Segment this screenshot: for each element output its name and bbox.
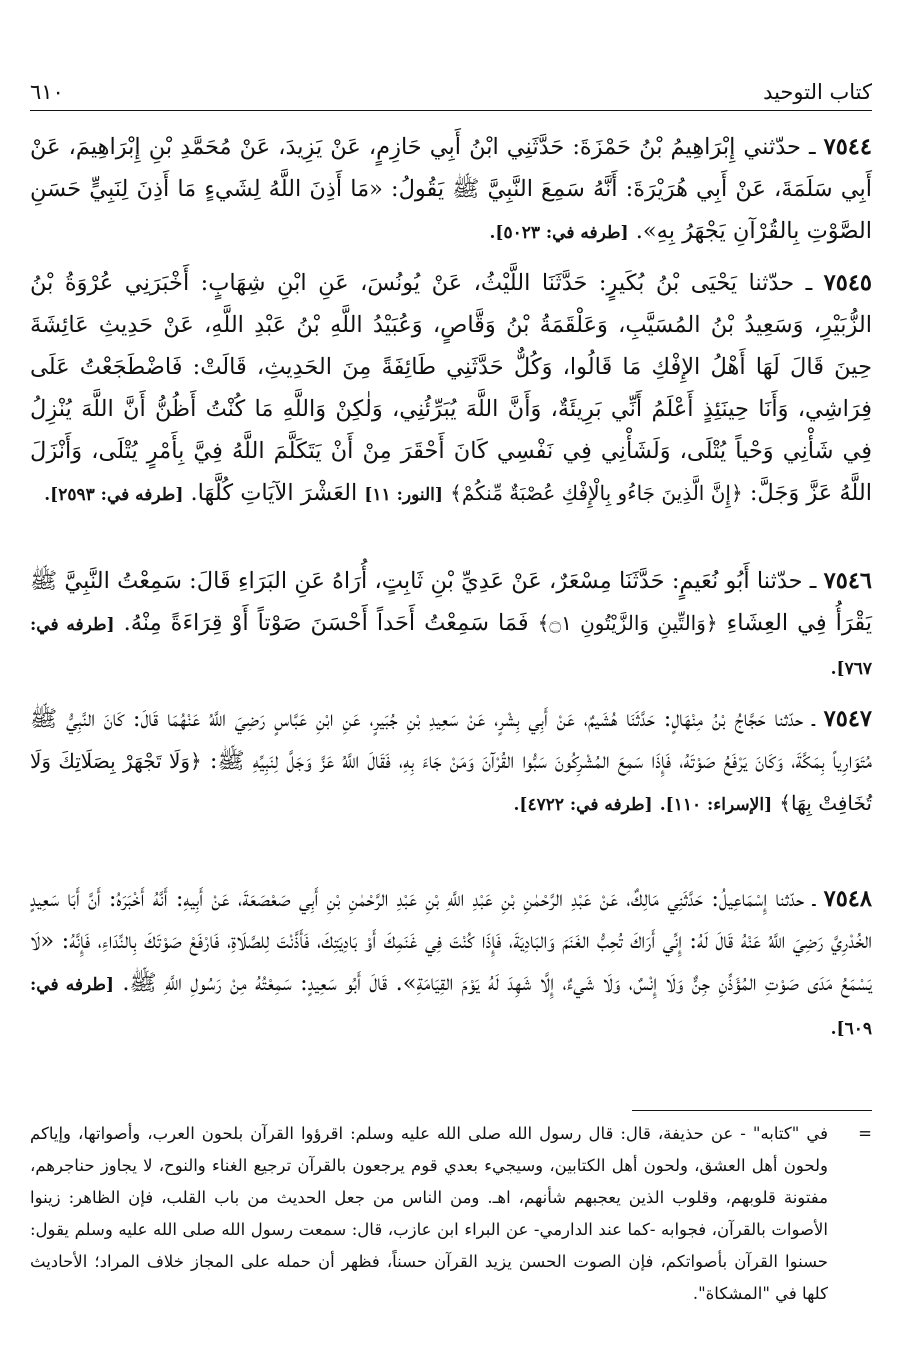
quran-verse: ﴿وَلَا تَجْهَرْ بِصَلَاتِكَ وَلَا تُخَافِتْ بِهَا﴾ [30,749,872,815]
hadith-text-after: العَشْرَ الآيَاتِ كُلَّهَا. [190,480,358,506]
hadith-number: ٧٥٤٧ [823,706,872,732]
hadith-number: ٧٥٤٥ [823,270,872,296]
footnote-divider [632,1110,872,1111]
hadith-text: حدّثنا يَحْيَى بْنُ بُكَيرٍ: حَدَّثَنَا اللَّيْثُ، عَنْ يُونُسَ، عَنِ ابْنِ شِهَابٍ: أَخْبَرَنِي عُرْوَةُ بْنُ الزُّبَيْرِ، وَسَعِيدُ بْنُ المُسَيَّبِ، وَعَلْقَمَةُ بْنُ وَقَّاصٍ، وَعُبَيْدُ اللَّهِ بْنُ عَبْدِ اللَّهِ، عَنْ حَدِيثِ عَائِشَةَ حِينَ قَالَ لَهَا أَهْلُ الإِفْكِ مَا قَالُوا، وَكُلٌّ حَدَّثَنِي طَائِفَةً مِنَ الحَدِيثِ، قَالَتْ: فَاضْطَجَعْتُ عَلَى فِرَاشِي، وَأَنَا حِينَئِذٍ أَعْلَمُ أَنِّي بَرِيئَةٌ، وَأَنَّ اللَّهَ يُبَرِّئُنِي، وَلٰكِنْ وَاللَّهِ مَا كُنْتُ أَظُنُّ أَنَّ اللَّهَ يُنْزِلُ فِي شَأْنِي وَحْياً يُتْلَى، وَلَشَأْنِي فِي نَفْسِي كَانَ أَحْقَرَ مِنْ أَنْ يَتَكَلَّمَ اللَّهُ فِيَّ بِأَمْرٍ يُتْلَى، وَأَنْزَلَ اللَّهُ عَزَّ وَجَلَّ: [30,270,872,506]
hadith-7547: ٧٥٤٧ ـ حدّثنا حَجَّاجُ بْنُ مِنْهَالٍ: حَدَّثَنَا هُشَيمٌ، عَنْ أَبِي بِشْرٍ، عَنْ سَعِيدِ بْنِ جُبَيرٍ، عَنِ ابْنِ عَبَّاسٍ رَضِيَ اللَّهُ عَنْهُمَا قَالَ: كَانَ النَّبِيُّ ﷺ مُتَوَارِياً بِمَكَّةَ، وَكَانَ يَرْفَعُ صَوْتَهُ، فَإِذَا سَمِعَ المُشْرِكُونَ سَبُّوا القُرْآنَ وَمَنْ جَاءَ بِهِ، فَقَالَ اللَّهُ عَزَّ وَجَلَّ لِنَبِيِّهِ ﷺ: ﴿وَلَا تَجْهَرْ بِصَلَاتِكَ وَلَا تُخَافِتْ بِهَا﴾ [الإسراء: ١١٠]. [طرفه في: ٤٧٢٢]. [30,706,872,815]
hadith-text: حدّثنا أَبُو نُعَيمٍ: حَدَّثَنَا مِسْعَرٌ، عَنْ عَدِيِّ بْنِ ثَابِتٍ، أُرَاهُ عَنِ البَرَاءِ قَالَ: سَمِعْتُ النَّبِيَّ ﷺ يَقْرَأُ فِي العِشَاءِ [30,568,872,636]
quran-verse: ﴿إِنَّ الَّذِينَ جَاءُو بِالْإِفْكِ عُصْبَةٌ مِّنكُمْ﴾ [450,481,743,505]
book-title: كتاب التوحيد [763,80,872,104]
hadith-text: حدّثنا حَجَّاجُ بْنُ مِنْهَالٍ: حَدَّثَنَا هُشَيمٌ، عَنْ أَبِي بِشْرٍ، عَنْ سَعِيدِ بْنِ جُبَيرٍ، عَنِ ابْنِ عَبَّاسٍ رَضِيَ اللَّهُ عَنْهُمَا قَالَ: كَانَ النَّبِيُّ ﷺ مُتَوَارِياً بِمَكَّةَ، وَكَانَ يَرْفَعُ صَوْتَهُ، فَإِذَا سَمِعَ المُشْرِكُونَ سَبُّوا القُرْآنَ وَمَنْ جَاءَ بِهِ، فَقَالَ اللَّهُ عَزَّ وَجَلَّ لِنَبِيِّهِ ﷺ: [30,706,872,774]
hadith-text: حدّثني إِبْرَاهِيمُ بْنُ حَمْزَةَ: حَدَّثَنِي ابْنُ أَبِي حَازِمٍ، عَنْ يَزِيدَ، عَنْ مُحَمَّدِ بْنِ إِبْرَاهِيمَ، عَنْ أَبِي سَلَمَةَ، عَنْ أَبِي هُرَيْرَةَ: أَنَّهُ سَمِعَ النَّبِيَّ ﷺ يَقُولُ: «مَا أَذِنَ اللَّهُ لِشَيءٍ مَا أَذِنَ لِنَبِيٍّ حَسَنِ الصَّوْتِ بِالقُرْآنِ يَجْهَرُ بِهِ». [30,134,872,244]
footnote-text: في "كتابه" - عن حذيفة، قال: قال رسول الله صلى الله عليه وسلم: اقرؤوا القرآن بلحون العرب، وأصواتها، وإياكم ولحون أهل العشق، ولحون أهل الكتابين، وسيجيء بعدي قوم يرجعون بالقرآن ترجيع الغناء والنوح، لا يجاوز حناجرهم، مفتونة قلوبهم، وقلوب الذين يعجبهم شأنهم، اهـ. ومن الناس من جعل الحديث من باب القلب، فإن الظاهر: زينوا الأصوات بالقرآن، فجوابه -كما عند الدارمي- عن البراء ابن عازب، قال: سمعت رسول الله صلى الله عليه وسلم يقول: حسنوا القرآن بأصواتكم، فإن الصوت الحسن يزيد القرآن حسناً، فظهر أن حمله على المجاز خلاف المراد؛ الأحاديث كلها في "المشكاة". [30,1124,828,1303]
hadith-7546: ٧٥٤٦ ـ حدّثنا أَبُو نُعَيمٍ: حَدَّثَنَا مِسْعَرٌ، عَنْ عَدِيِّ بْنِ ثَابِتٍ، أُرَاهُ عَنِ البَرَاءِ قَالَ: سَمِعْتُ النَّبِيَّ ﷺ يَقْرَأُ فِي العِشَاءِ ﴿وَالتِّينِ وَالزَّيْتُونِ ۝١﴾ فَمَا سَمِعْتُ أَحَداً أَحْسَنَ صَوْتاً أَوْ قِرَاءَةً مِنْهُ. [طرفه في: ٧٦٧]. [30,568,872,679]
cross-reference: [طرفه في: ٦٠٩]. [30,975,872,1039]
page-header [30,68,872,104]
cross-reference: [طرفه في: ٢٥٩٣]. [44,485,184,505]
hadith-number: ٧٥٤٦ [823,568,872,594]
page-number: ٦١٠ [30,80,64,104]
footnote [30,1118,872,1310]
hadith-7545: ٧٥٤٥ ـ حدّثنا يَحْيَى بْنُ بُكَيرٍ: حَدَّثَنَا اللَّيْثُ، عَنْ يُونُسَ، عَنِ ابْنِ شِهَابٍ: أَخْبَرَنِي عُرْوَةُ بْنُ الزُّبَيْرِ، وَسَعِيدُ بْنُ المُسَيَّبِ، وَعَلْقَمَةُ بْنُ وَقَّاصٍ، وَعُبَيْدُ اللَّهِ بْنُ عَبْدِ اللَّهِ، عَنْ حَدِيثِ عَائِشَةَ حِينَ قَالَ لَهَا أَهْلُ الإِفْكِ مَا قَالُوا، وَكُلٌّ حَدَّثَنِي طَائِفَةً مِنَ الحَدِيثِ، قَالَتْ: فَاضْطَجَعْتُ عَلَى فِرَاشِي، وَأَنَا حِينَئِذٍ أَعْلَمُ أَنِّي بَرِيئَةٌ، وَأَنَّ اللَّهَ يُبَرِّئُنِي، وَلٰكِنْ وَاللَّهِ مَا كُنْتُ أَظُنُّ أَنَّ اللَّهَ يُنْزِلُ فِي شَأْنِي وَحْياً يُتْلَى، وَلَشَأْنِي فِي نَفْسِي كَانَ أَحْقَرَ مِنْ أَنْ يَتَكَلَّمَ اللَّهُ فِيَّ بِأَمْرٍ يُتْلَى، وَأَنْزَلَ اللَّهُ عَزَّ وَجَلَّ: ﴿إِنَّ الَّذِينَ جَاءُو بِالْإِفْكِ عُصْبَةٌ مِّنكُمْ﴾ [النور: ١١] العَشْرَ الآيَاتِ كُلَّهَا. [طرفه في: ٢٥٩٣]. [30,270,872,506]
hadith-7548: ٧٥٤٨ ـ حدّثنا إِسْمَاعِيلُ: حَدَّثَنِي مَالِكٌ، عَنْ عَبْدِ الرَّحْمٰنِ بْنِ عَبْدِ اللَّهِ بْنِ عَبْدِ الرَّحْمٰنِ بْنِ أَبِي صَعْصَعَةَ، عَنْ أَبِيهِ: أَنَّهُ أَخْبَرَهُ: أَنَّ أَبَا سَعِيدٍ الخُدْرِيَّ رَضِيَ اللَّهُ عَنْهُ قَالَ لَهُ: إِنِّي أَرَاكَ تُحِبُّ الغَنَمَ وَالبَادِيَةَ، فَإِذَا كُنْتَ فِي غَنَمِكَ أَوْ بَادِيَتِكَ، فَأَذَّنْتَ لِلصَّلَاةِ، فَارْفَعْ صَوْتَكَ بِالنِّدَاءِ، فَإِنَّهُ: «لَا يَسْمَعُ مَدَى صَوْتِ المُؤَذِّنِ جِنٌّ وَلَا إِنْسٌ، وَلَا شَيءٌ، إِلَّا شَهِدَ لَهُ يَوْمَ القِيَامَةِ». قَالَ أَبُو سَعِيدٍ: سَمِعْتُهُ مِنْ رَسُولِ اللَّهِ ﷺ. [طرفه في: ٦٠٩]. [30,886,872,1039]
footnote-continuation-mark: = [858,1124,872,1143]
cross-reference: [طرفه في: ٧٦٧]. [30,615,872,679]
hadith-text: حدّثنا إِسْمَاعِيلُ: حَدَّثَنِي مَالِكٌ، عَنْ عَبْدِ الرَّحْمٰنِ بْنِ عَبْدِ اللَّهِ بْنِ عَبْدِ الرَّحْمٰنِ بْنِ أَبِي صَعْصَعَةَ، عَنْ أَبِيهِ: أَنَّهُ أَخْبَرَهُ: أَنَّ أَبَا سَعِيدٍ الخُدْرِيَّ رَضِيَ اللَّهُ عَنْهُ قَالَ لَهُ: إِنِّي أَرَاكَ تُحِبُّ الغَنَمَ وَالبَادِيَةَ، فَإِذَا كُنْتَ فِي غَنَمِكَ أَوْ بَادِيَتِكَ، فَأَذَّنْتَ لِلصَّلَاةِ، فَارْفَعْ صَوْتَكَ بِالنِّدَاءِ، فَإِنَّهُ: «لَا يَسْمَعُ مَدَى صَوْتِ المُؤَذِّنِ جِنٌّ وَلَا إِنْسٌ، وَلَا شَيءٌ، إِلَّا شَهِدَ لَهُ يَوْمَ القِيَامَةِ». قَالَ أَبُو سَعِيدٍ: سَمِعْتُهُ مِنْ رَسُولِ اللَّهِ ﷺ. [30,886,872,996]
header-divider [30,110,872,111]
quran-reference: [النور: ١١] [364,485,443,505]
quran-verse: ﴿وَالتِّينِ وَالزَّيْتُونِ ۝١﴾ [537,611,718,635]
hadith-text-after: فَمَا سَمِعْتُ أَحَداً أَحْسَنَ صَوْتاً أَوْ قِرَاءَةً مِنْهُ. [123,610,529,636]
hadith-number: ٧٥٤٤ [823,134,872,160]
hadith-7544: ٧٥٤٤ ـ حدّثني إِبْرَاهِيمُ بْنُ حَمْزَةَ: حَدَّثَنِي ابْنُ أَبِي حَازِمٍ، عَنْ يَزِيدَ، عَنْ مُحَمَّدِ بْنِ إِبْرَاهِيمَ، عَنْ أَبِي سَلَمَةَ، عَنْ أَبِي هُرَيْرَةَ: أَنَّهُ سَمِعَ النَّبِيَّ ﷺ يَقُولُ: «مَا أَذِنَ اللَّهُ لِشَيءٍ مَا أَذِنَ لِنَبِيٍّ حَسَنِ الصَّوْتِ بِالقُرْآنِ يَجْهَرُ بِهِ». [طرفه في: ٥٠٢٣]. [30,134,872,244]
cross-reference: [طرفه في: ٤٧٢٢]. [513,795,653,815]
cross-reference: [طرفه في: ٥٠٢٣]. [489,223,629,243]
quran-reference: [الإسراء: ١١٠]. [659,795,773,815]
hadith-number: ٧٥٤٨ [823,886,872,912]
